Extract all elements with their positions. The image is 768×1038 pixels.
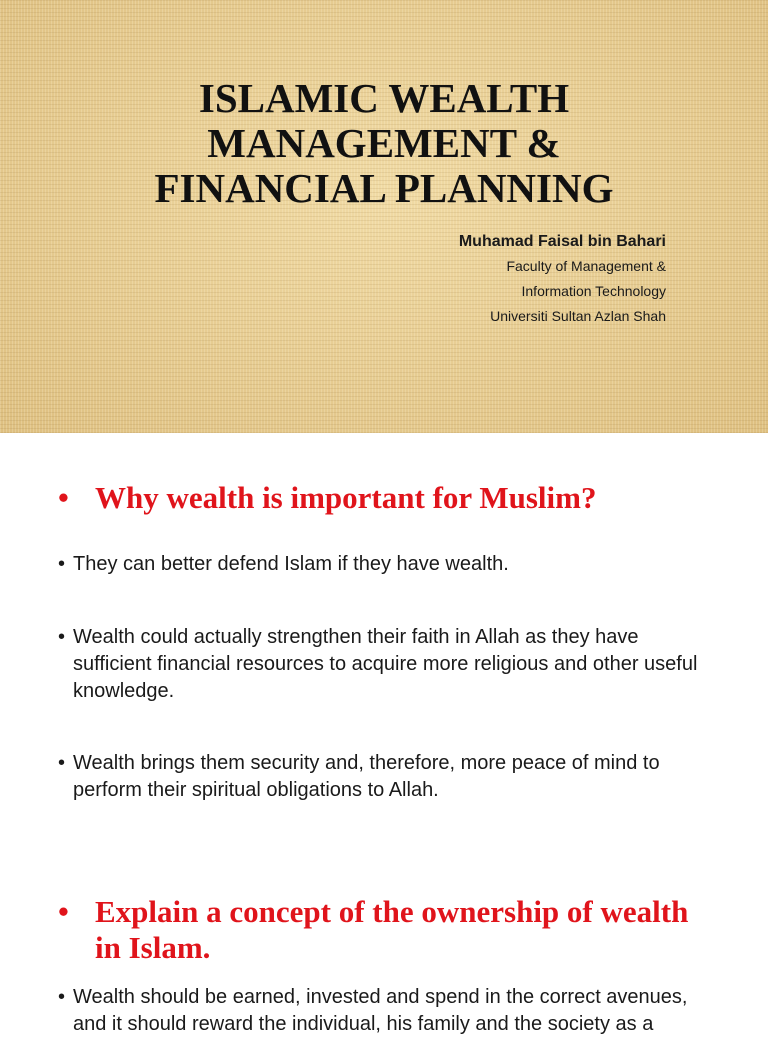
content-slide xyxy=(0,433,768,1035)
bullet-point xyxy=(58,984,708,1038)
bullet-icon: • xyxy=(58,894,69,929)
affiliation-line: Information Technology xyxy=(521,283,666,299)
question-heading xyxy=(58,894,715,966)
subtitle-block xyxy=(459,230,666,329)
title-line: ISLAMIC WEALTH xyxy=(198,75,570,121)
bullet-icon: • xyxy=(58,626,66,648)
title-line: FINANCIAL PLANNING xyxy=(154,165,614,211)
slide-title xyxy=(0,76,768,211)
bullet-text: They can better defend Islam if they have wealth. xyxy=(73,553,509,575)
bullet-point xyxy=(58,551,708,578)
author-name: Muhamad Faisal bin Bahari xyxy=(458,233,666,250)
affiliation-line: Faculty of Management & xyxy=(506,258,666,274)
bullet-text: Wealth could actually strengthen their faith in Allah as they have sufficient financial resources to acquire more religious and other useful knowledge. xyxy=(73,626,698,702)
title-line: MANAGEMENT & xyxy=(207,120,561,166)
affiliation-line: Universiti Sultan Azlan Shah xyxy=(490,308,666,324)
bullet-point xyxy=(58,624,708,705)
bullet-point xyxy=(58,750,708,804)
bullet-icon: • xyxy=(58,480,69,515)
question-text: Explain a concept of the ownership of wealth in Islam. xyxy=(95,894,689,965)
bullet-text: Wealth brings them security and, therefore, more peace of mind to perform their spiritual obligations to Allah. xyxy=(73,752,660,801)
question-heading xyxy=(58,480,715,516)
bullet-icon: • xyxy=(58,986,66,1008)
bullet-text: Wealth should be earned, invested and spend in the correct avenues, and it should reward the individual, his family and the society as a xyxy=(73,986,688,1035)
title-slide xyxy=(0,0,768,433)
bullet-icon: • xyxy=(58,553,66,575)
bullet-icon: • xyxy=(58,752,66,774)
question-text: Why wealth is important for Muslim? xyxy=(95,480,597,515)
